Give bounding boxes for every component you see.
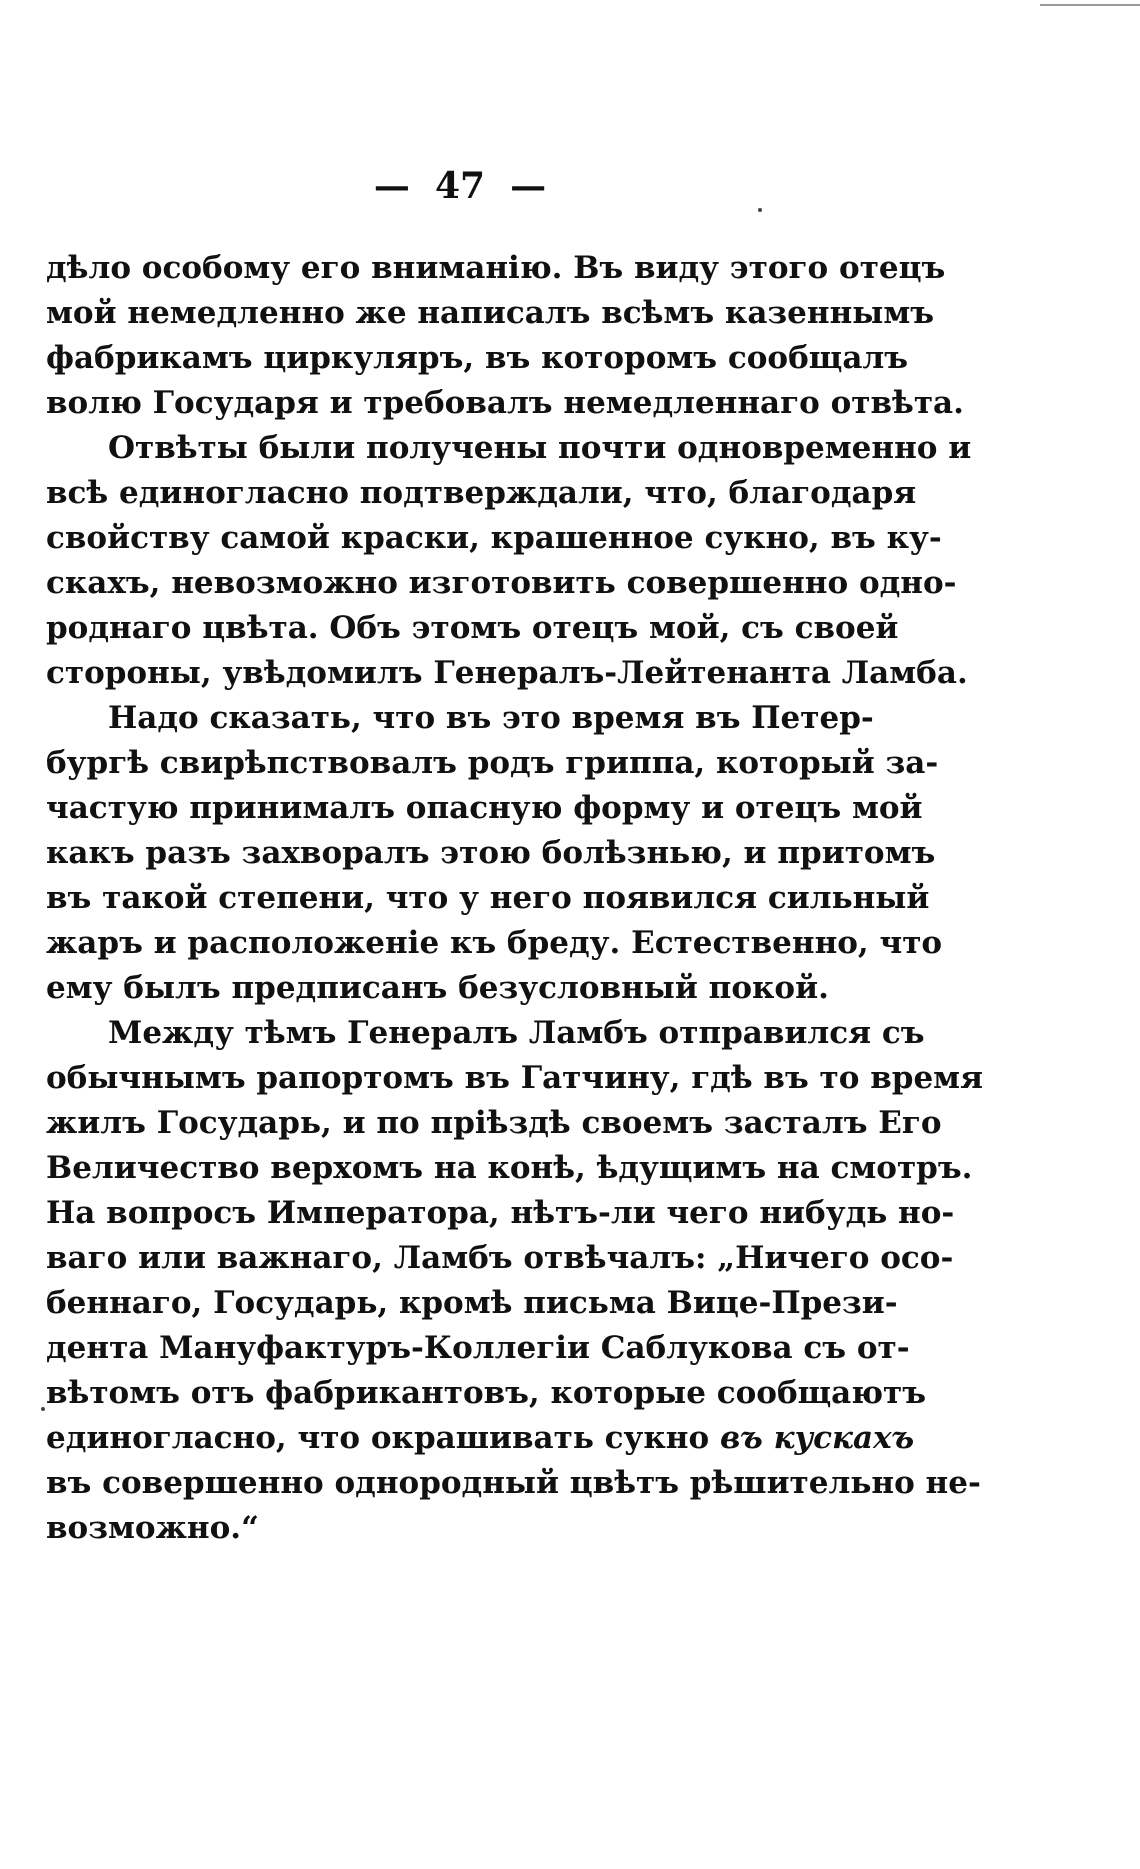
text-line-content: На вопросъ Императора, нѣтъ-ли чего нибудь но- [46, 1195, 955, 1231]
text-line-content: единогласно, что окрашивать сукно [46, 1420, 710, 1456]
text-line-content: волю Государя и требовалъ немедленнаго отвѣта. [46, 385, 964, 421]
text-line-content: Отвѣты были получены почти одновременно и [108, 430, 972, 466]
text-line-content: стороны, увѣдомилъ Генералъ-Лейтенанта Ламба. [46, 655, 968, 691]
text-line [46, 516, 942, 561]
text-line-content: частую принималъ опасную форму и отецъ мой [46, 790, 923, 826]
text-line [46, 696, 874, 741]
text-line-content: возможно.“ [46, 1510, 259, 1546]
italic-phrase: въ кускахъ [719, 1420, 915, 1456]
text-line [46, 1461, 981, 1506]
page-number: — 47 — [373, 165, 547, 207]
text-line [46, 606, 899, 651]
text-line [46, 966, 854, 1011]
text-line-content: жаръ и расположеніе къ бреду. Естественно, что [46, 925, 943, 961]
text-line [46, 1191, 955, 1236]
text-line [46, 426, 972, 471]
text-line-content: Надо сказать, что въ это время въ Петер- [108, 700, 874, 736]
text-line [46, 1101, 942, 1146]
text-line-content: Величество верхомъ на конѣ, ѣдущимъ на смотръ. [46, 1150, 973, 1186]
text-line [46, 1506, 854, 1551]
print-speck [758, 208, 762, 212]
text-line [46, 561, 957, 606]
text-line [46, 651, 968, 696]
text-line-content: ему былъ предписанъ безусловный покой. [46, 970, 829, 1006]
text-line [46, 1056, 983, 1101]
text-line-content: бургѣ свирѣпствовалъ родъ гриппа, который за- [46, 745, 939, 781]
text-line-content: дента Мануфактуръ-Коллегіи Саблукова съ от- [46, 1330, 910, 1366]
text-line [46, 1011, 925, 1056]
text-line [46, 831, 936, 876]
text-line-content: свойству самой краски, крашенное сукно, въ ку- [46, 520, 942, 556]
text-line [46, 336, 909, 381]
text-line [46, 1326, 910, 1371]
text-line [46, 741, 939, 786]
text-line-content: жилъ Государь, и по пріѣздѣ своемъ засталъ Его [46, 1105, 942, 1141]
text-line-content: вѣтомъ отъ фабрикантовъ, которые сообщаютъ [46, 1375, 927, 1411]
print-speck [41, 1407, 45, 1411]
text-line [46, 1371, 927, 1416]
text-line-content: обычнымъ рапортомъ въ Гатчину, гдѣ въ то время [46, 1060, 983, 1096]
text-line-content: фабрикамъ циркуляръ, въ которомъ сообщалъ [46, 340, 909, 376]
text-line [46, 921, 943, 966]
text-line-content: въ совершенно однородный цвѣтъ рѣшительно не- [46, 1465, 981, 1501]
text-line-content: скахъ, невозможно изготовить совершенно одно- [46, 565, 957, 601]
text-line-content: ваго или важнаго, Ламбъ отвѣчалъ: „Ничего осо- [46, 1240, 954, 1276]
text-line [46, 1416, 915, 1461]
text-line-content: беннаго, Государь, кромѣ письма Вице-Прези- [46, 1285, 898, 1321]
text-line [46, 381, 964, 426]
body-text [46, 246, 983, 1551]
text-line-content: мой немедленно же написалъ всѣмъ казеннымъ [46, 295, 935, 331]
text-line [46, 1281, 898, 1326]
text-line [46, 786, 923, 831]
text-line-content: всѣ единогласно подтверждали, что, благодаря [46, 475, 917, 511]
text-line-content: роднаго цвѣта. Объ этомъ отецъ мой, съ своей [46, 610, 899, 646]
text-line-content: какъ разъ захворалъ этою болѣзнью, и притомъ [46, 835, 936, 871]
text-line [46, 1236, 954, 1281]
text-line [46, 246, 946, 291]
text-line-content: дѣло особому его вниманію. Въ виду этого отецъ [46, 250, 946, 286]
text-line [46, 291, 935, 336]
text-line-content: Между тѣмъ Генералъ Ламбъ отправился съ [108, 1015, 925, 1051]
text-line [46, 471, 917, 516]
text-line [46, 876, 930, 921]
text-line [46, 1146, 973, 1191]
text-line-content: въ такой степени, что у него появился сильный [46, 880, 930, 916]
scan-edge-line [1040, 4, 1140, 6]
